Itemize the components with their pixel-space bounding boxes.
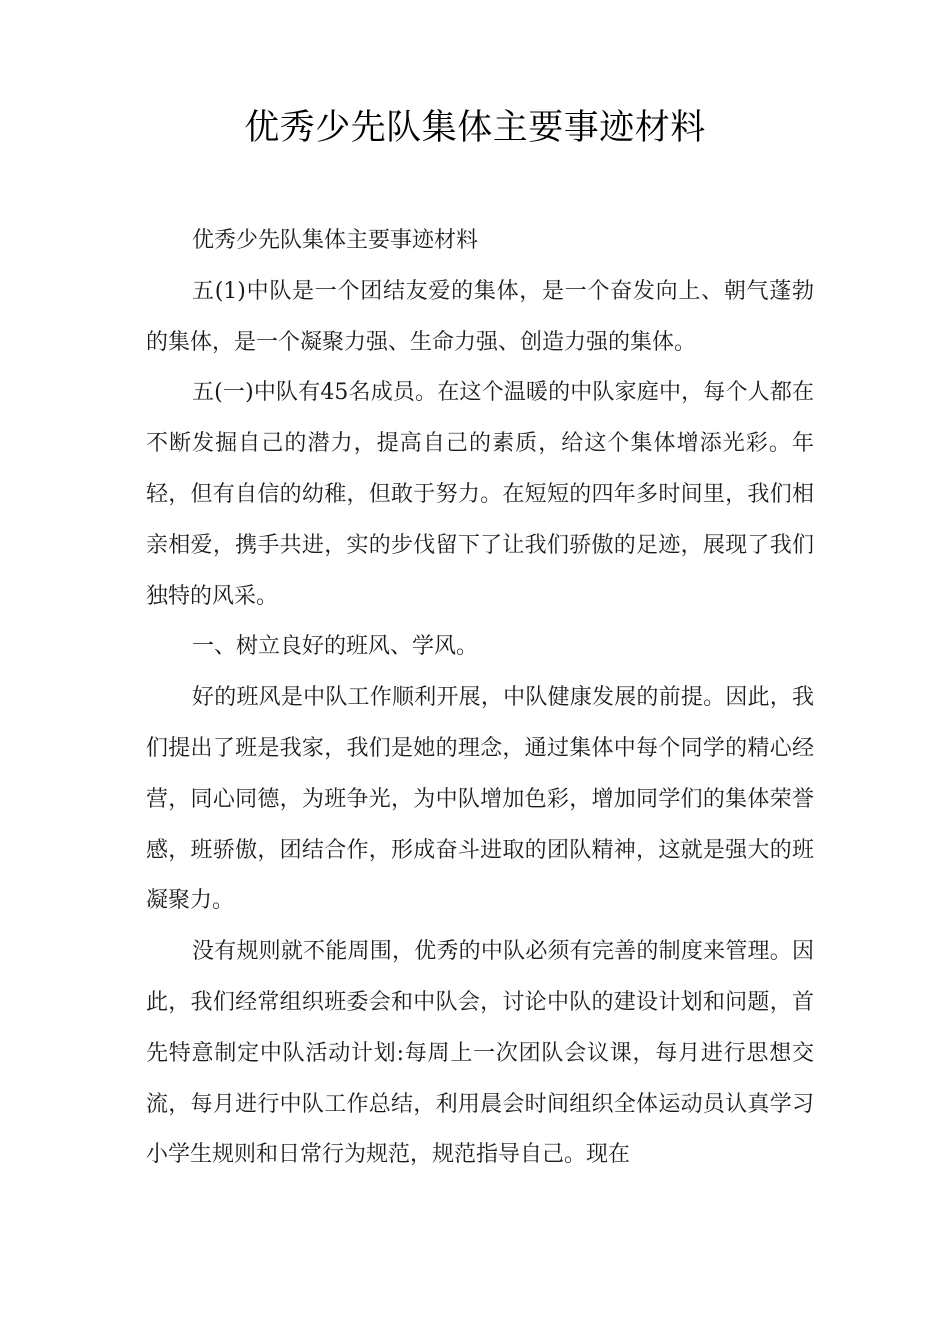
paragraph-rules: 没有规则就不能周围，优秀的中队必须有完善的制度来管理。因此，我们经常组织班委会和中队会，讨论中队的建设计划和问题，首先特意制定中队活动计划:每周上一次团队会议课，每月进行思想交流，每月进行中队工作总结，利用晨会时间组织全体运动员认真学习小学生规则和日常行为规范，规范指导自己。现在 — [146, 939, 814, 1168]
section-heading-1: 一、树立良好的班风、学风。 — [192, 634, 479, 660]
document-title: 优秀少先队集体主要事迹材料 — [244, 108, 706, 148]
paragraph-intro: 五(1)中队是一个团结友爱的集体，是一个奋发向上、朝气蓬勃的集体，是一个凝聚力强、生命力强、创造力强的集体。 — [146, 278, 814, 355]
paragraph-class-spirit: 好的班风是中队工作顺利开展，中队健康发展的前提。因此，我们提出了班是我家，我们是她的理念，通过集体中每个同学的精心经营，同心同德，为班争光，为中队增加色彩，增加同学们的集体荣誉感，班骄傲，团结合作，形成奋斗进取的团队精神，这就是强大的班凝聚力。 — [146, 685, 814, 914]
document-body — [146, 216, 814, 1181]
paragraph-members: 五(一)中队有45名成员。在这个温暖的中队家庭中，每个人都在不断发掘自己的潜力，提高自己的素质，给这个集体增添光彩。年轻，但有自信的幼稚，但敢于努力。在短短的四年多时间里，我们相亲相爱，携手共进，实的步伐留下了让我们骄傲的足迹，展现了我们独特的风采。 — [146, 380, 814, 609]
paragraph-subtitle: 优秀少先队集体主要事迹材料 — [192, 228, 479, 253]
